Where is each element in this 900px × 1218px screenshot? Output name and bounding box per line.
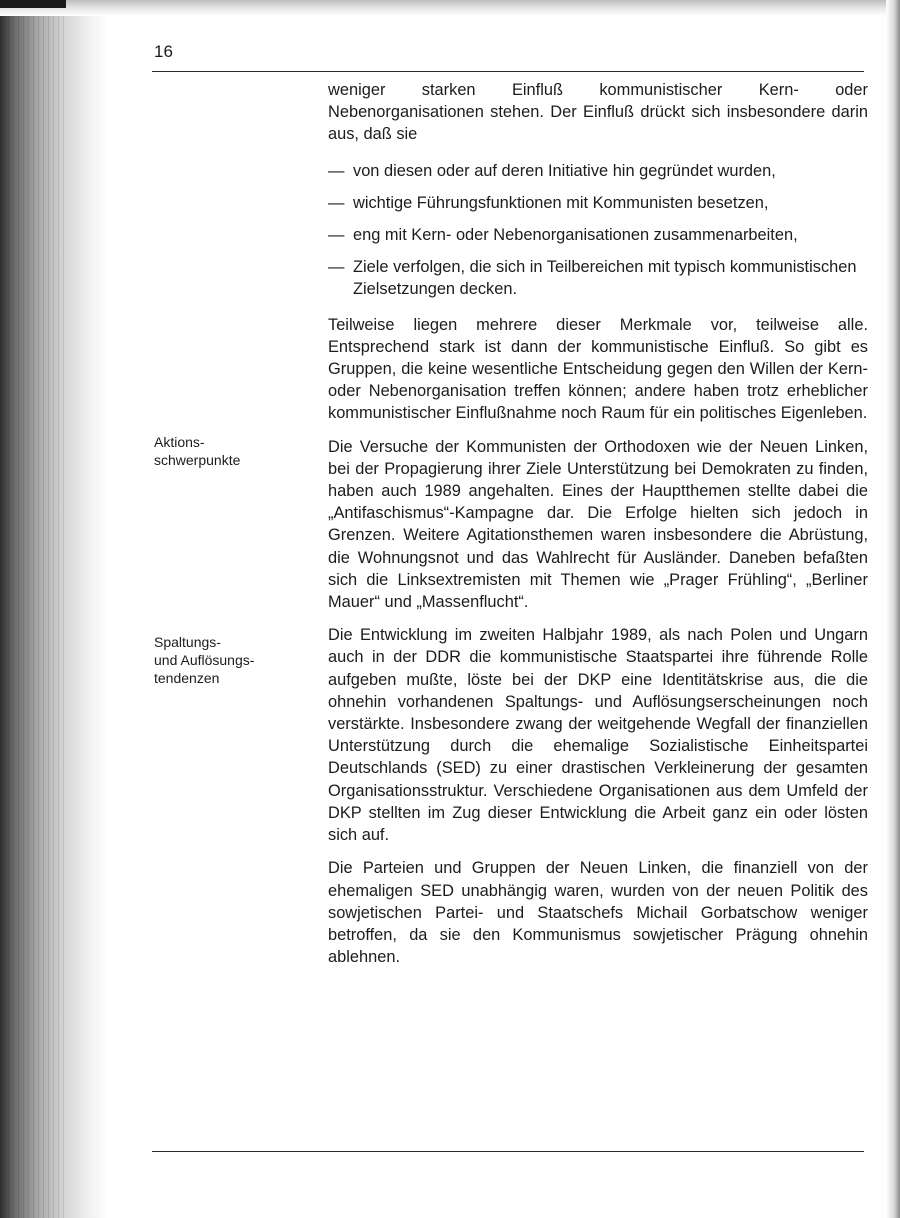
paragraph-merkmale: Teilweise liegen mehrere dieser Merkmale vor, teilweise alle. Entsprechend stark ist dann der kommunistische Einfluß. So gibt es Gruppen, die keine wesentliche Entscheidung gegen den Willen der Kern- oder Nebenorganisation treffen können; andere haben trotz erheblicher kommunistischer Einflußnahme noch Raum für ein politisches Eigenleben. (328, 315, 868, 423)
main-text-column (328, 79, 868, 979)
paragraph-aktionsschwerpunkte: Die Versuche der Kommunisten der Orthodoxen wie der Neuen Linken, bei der Propagierung ihrer Ziele Unterstützung bei Demokraten zu finden, haben auch 1989 angehalten. Eines der Hauptthemen stellte dabei die „Antifaschismus“-Kampagne dar. Die Erfolge hielten sich jedoch in Grenzen. Weitere Agitationsthemen waren insbesondere die Abrüstung, die Wohnungsnot und das Wahlrecht für Ausländer. Daneben befaßten sich die Linksextremisten mit Themen wie „Prager Frühling“, „Berliner Mauer“ und „Massenflucht“. (328, 437, 868, 612)
page-right-edge (886, 0, 900, 1218)
paragraph-spaltung: Die Entwicklung im zweiten Halbjahr 1989, als nach Polen und Ungarn auch in der DDR die kommunistische Staatspartei ihre führende Rolle aufgeben mußte, löste bei der DKP eine Identitätskrise aus, die die ohnehin vorhandenen Spaltungs- und Auflösungserscheinungen noch verstärkte. Insbesondere zwang der weitgehende Wegfall der finanziellen Unterstützung durch die ehemalige Sozialistische Einheitspartei Deutschlands (SED) zu einer drastischen Verkleinerung der gesamten Organisationsstruktur. Verschiedene Organisationen aus dem Umfeld der DKP stellten im Zug dieser Entwicklung die Arbeit ganz ein oder lösten sich auf. (328, 626, 868, 845)
paragraph-neue-linke: Die Parteien und Gruppen der Neuen Linken, die finanziell von der ehemaligen SED unabhängig waren, wurden von der neuen Politik des sowjetischen Partei- und Staatschefs Michail Gorbatschow weniger betroffen, da sie den Kommunismus sowjetischer Prägung ohnehin ablehnen. (328, 859, 868, 967)
list-item: — eng mit Kern- oder Nebenorganisationen zusammenarbeiten, (328, 224, 868, 246)
margin-note-spaltungstendenzen: Spaltungs- und Auflösungs- tendenzen (154, 634, 255, 686)
list-item: — Ziele verfolgen, die sich in Teilbereichen mit typisch kommunistischen Zielsetzungen decken. (328, 256, 868, 300)
header-rule (152, 71, 864, 72)
binding-texture (8, 0, 68, 1218)
footer-rule (152, 1151, 864, 1152)
page-number: 16 (154, 42, 173, 61)
page-top-shadow (0, 0, 900, 16)
scan-edge-mark (0, 0, 66, 8)
list-item: — wichtige Führungsfunktionen mit Kommunisten besetzen, (328, 192, 868, 214)
criteria-list (328, 160, 868, 301)
intro-paragraph: weniger starken Einfluß kommunistischer Kern- oder Nebenorganisationen stehen. Der Einfluß drückt sich insbesondere darin aus, daß sie (328, 81, 868, 144)
margin-note-aktionsschwerpunkte: Aktions- schwerpunkte (154, 434, 241, 468)
list-item: — von diesen oder auf deren Initiative hin gegründet wurden, (328, 160, 868, 182)
